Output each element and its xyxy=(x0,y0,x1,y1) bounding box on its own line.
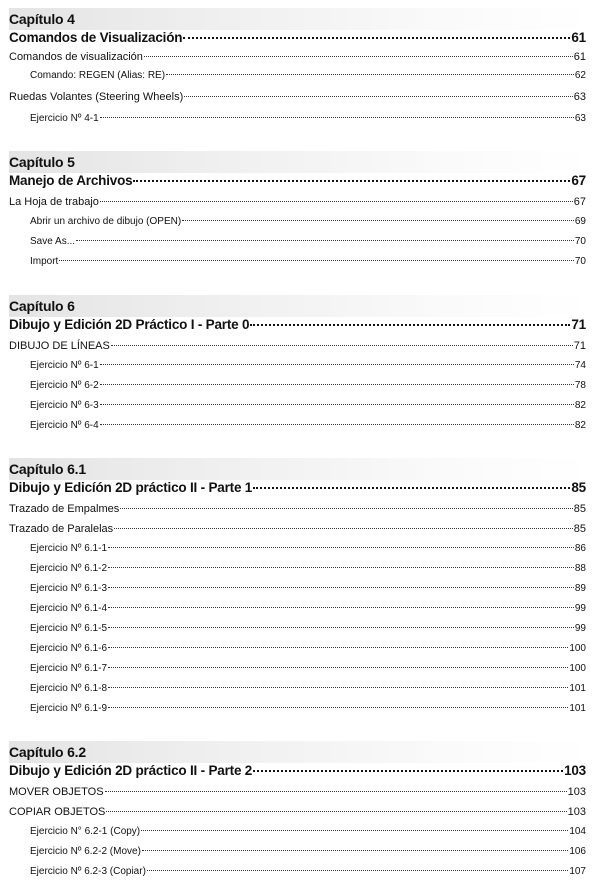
toc-entry-page-number: 70 xyxy=(574,236,586,247)
chapter-heading xyxy=(9,741,589,763)
dot-leader xyxy=(108,567,574,568)
toc-entry[interactable] xyxy=(9,783,586,801)
dot-leader xyxy=(100,364,574,365)
chapter-heading-label: Capítulo 5 xyxy=(9,154,75,170)
toc-entry-title: Ejercicio Nº 6.2-3 (Copiar) xyxy=(30,866,146,877)
toc-entry-title: Ejercicio Nº 6-4 xyxy=(30,420,99,431)
toc-entry-title: Ejercicio Nº 6.1-3 xyxy=(30,583,108,594)
toc-entry-title: Ejercicio Nº 6.1-5 xyxy=(30,623,108,634)
toc-entry[interactable] xyxy=(30,620,586,638)
toc-entry-page-number: 67 xyxy=(573,196,586,208)
toc-entry[interactable] xyxy=(30,253,586,271)
toc-entry-page-number: 70 xyxy=(574,256,586,267)
dot-leader xyxy=(106,811,566,812)
dot-leader xyxy=(253,770,563,772)
toc-entry-title: Ejercicio Nº 6-1 xyxy=(30,360,99,371)
toc-entry-page-number: 88 xyxy=(574,563,586,574)
dot-leader xyxy=(142,850,568,851)
toc-entry[interactable] xyxy=(30,233,586,251)
toc-entry-page-number: 85 xyxy=(571,480,586,495)
toc-entry-title: Comandos de visualización xyxy=(9,51,143,63)
toc-entry-page-number: 82 xyxy=(574,400,586,411)
toc-entry-title: Ejercicio Nº 6-2 xyxy=(30,380,99,391)
toc-entry-title: Ejercicio Nº 6.1-6 xyxy=(30,643,108,654)
dot-leader xyxy=(250,324,570,326)
toc-entry-title: Ejercicio Nº 6.1-9 xyxy=(30,703,108,714)
dot-leader xyxy=(108,627,574,628)
dot-leader xyxy=(253,487,570,489)
dot-leader xyxy=(183,37,570,39)
chapter-heading-label: Capítulo 6 xyxy=(9,298,75,314)
toc-entry-page-number: 103 xyxy=(567,806,586,818)
toc-entry[interactable] xyxy=(9,520,586,538)
toc-entry[interactable] xyxy=(9,88,586,106)
toc-entry[interactable] xyxy=(30,110,586,128)
toc-entry[interactable] xyxy=(30,600,586,618)
dot-leader xyxy=(182,220,574,221)
toc-entry-page-number: 82 xyxy=(574,420,586,431)
toc-entry-title: Ejercicio Nº 6.1-4 xyxy=(30,603,108,614)
toc-entry[interactable] xyxy=(9,48,586,66)
toc-entry-page-number: 99 xyxy=(574,623,586,634)
toc-entry[interactable] xyxy=(30,377,586,395)
toc-entry-title: Trazado de Paralelas xyxy=(9,523,114,535)
toc-entry[interactable] xyxy=(9,478,586,498)
toc-entry-title: COPIAR OBJETOS xyxy=(9,806,106,818)
dot-leader xyxy=(105,791,567,792)
dot-leader xyxy=(100,384,574,385)
toc-entry[interactable] xyxy=(9,28,586,48)
toc-entry[interactable] xyxy=(30,660,586,678)
toc-entry-page-number: 74 xyxy=(574,360,586,371)
toc-entry[interactable] xyxy=(30,680,586,698)
toc-entry-page-number: 69 xyxy=(574,216,586,227)
dot-leader xyxy=(108,687,568,688)
chapter-heading xyxy=(9,8,589,30)
toc-entry-page-number: 103 xyxy=(567,786,586,798)
toc-entry-title: Ejercicio Nº 6.1-2 xyxy=(30,563,108,574)
toc-entry-page-number: 61 xyxy=(573,51,586,63)
toc-entry-title: Import xyxy=(30,256,59,267)
chapter-heading-label: Capítulo 6.1 xyxy=(9,461,86,477)
toc-entry-page-number: 71 xyxy=(571,317,586,332)
toc-entry[interactable] xyxy=(30,580,586,598)
toc-entry-title: DIBUJO DE LÍNEAS xyxy=(9,340,110,352)
dot-leader xyxy=(184,96,572,97)
toc-entry-title: Ruedas Volantes (Steering Wheels) xyxy=(9,91,184,103)
toc-entry[interactable] xyxy=(30,357,586,375)
toc-entry[interactable] xyxy=(9,500,586,518)
chapter-heading-label: Capítulo 4 xyxy=(9,11,75,27)
toc-entry-page-number: 89 xyxy=(574,583,586,594)
toc-entry-title: Ejercicio Nº 6-3 xyxy=(30,400,99,411)
toc-entry-page-number: 61 xyxy=(571,30,586,45)
toc-entry-page-number: 100 xyxy=(569,663,586,674)
dot-leader xyxy=(100,201,573,202)
toc-entry-title: Ejercicio Nº 4-1 xyxy=(30,113,99,124)
toc-entry[interactable] xyxy=(30,843,586,861)
toc-entry[interactable] xyxy=(30,540,586,558)
toc-entry[interactable] xyxy=(30,397,586,415)
toc-entry-page-number: 85 xyxy=(573,503,586,515)
toc-entry[interactable] xyxy=(9,193,586,211)
toc-entry-page-number: 104 xyxy=(569,826,586,837)
toc-entry-page-number: 107 xyxy=(569,866,586,877)
dot-leader xyxy=(141,830,568,831)
toc-entry-page-number: 86 xyxy=(574,543,586,554)
toc-entry-title: Trazado de Empalmes xyxy=(9,503,120,515)
toc-entry-title: Ejercicio Nº 6.1-1 xyxy=(30,543,108,554)
toc-entry[interactable] xyxy=(30,640,586,658)
toc-entry-title: Comandos de Visualización xyxy=(9,30,183,45)
dot-leader xyxy=(120,508,572,509)
dot-leader xyxy=(114,528,573,529)
toc-entry-page-number: 67 xyxy=(571,173,586,188)
chapter-heading xyxy=(9,458,589,480)
toc-entry-title: Abrir un archivo de dibujo (OPEN) xyxy=(30,216,182,227)
dot-leader xyxy=(108,667,568,668)
toc-entry-title: Save As... xyxy=(30,236,76,247)
toc-entry-page-number: 63 xyxy=(573,91,586,103)
toc-entry[interactable] xyxy=(30,213,586,231)
dot-leader xyxy=(108,587,574,588)
toc-entry-title: Ejercicio Nº 6.1-8 xyxy=(30,683,108,694)
toc-entry[interactable] xyxy=(9,337,586,355)
toc-entry[interactable] xyxy=(30,417,586,435)
toc-entry-page-number: 106 xyxy=(569,846,586,857)
dot-leader xyxy=(100,424,574,425)
toc-entry-page-number: 78 xyxy=(574,380,586,391)
toc-entry-title: MOVER OBJETOS xyxy=(9,786,104,798)
toc-entry-page-number: 100 xyxy=(569,643,586,654)
toc-entry[interactable] xyxy=(30,560,586,578)
dot-leader xyxy=(100,117,574,118)
toc-entry-title: Manejo de Archivos xyxy=(9,173,133,188)
dot-leader xyxy=(108,647,568,648)
dot-leader xyxy=(108,707,568,708)
toc-entry-title: Dibujo y Edicíón 2D práctico II - Parte 1 xyxy=(9,480,253,495)
chapter-heading xyxy=(9,295,589,317)
toc-entry-page-number: 99 xyxy=(574,603,586,614)
toc-entry[interactable] xyxy=(30,863,586,881)
toc-entry-title: La Hoja de trabajo xyxy=(9,196,99,208)
dot-leader xyxy=(111,345,573,346)
toc-entry[interactable] xyxy=(9,171,586,191)
dot-leader xyxy=(166,74,574,75)
dot-leader xyxy=(133,180,570,182)
toc-entry-page-number: 101 xyxy=(569,683,586,694)
toc-entry[interactable] xyxy=(30,700,586,718)
toc-entry[interactable] xyxy=(9,315,586,335)
dot-leader xyxy=(144,56,573,57)
toc-entry-page-number: 71 xyxy=(573,340,586,352)
dot-leader xyxy=(59,260,574,261)
chapter-heading xyxy=(9,151,589,173)
toc-entry[interactable] xyxy=(30,67,586,85)
toc-entry-title: Dibujo y Edición 2D práctico II - Parte 2 xyxy=(9,763,253,778)
toc-entry-title: Ejercicio Nº 6.2-2 (Move) xyxy=(30,846,141,857)
dot-leader xyxy=(76,240,574,241)
dot-leader xyxy=(108,547,574,548)
dot-leader xyxy=(108,607,574,608)
toc-entry-page-number: 63 xyxy=(574,113,586,124)
toc-entry[interactable] xyxy=(9,761,586,781)
toc-entry-page-number: 62 xyxy=(574,70,586,81)
toc-entry-title: Dibujo y Edición 2D Práctico I - Parte 0 xyxy=(9,317,250,332)
toc-entry-page-number: 103 xyxy=(564,763,586,778)
toc-entry-title: Ejercicio N° 6.2-1 (Copy) xyxy=(30,826,141,837)
chapter-heading-label: Capítulo 6.2 xyxy=(9,744,86,760)
toc-entry-title: Comando: REGEN (Alias: RE) xyxy=(30,70,166,81)
toc-entry[interactable] xyxy=(30,823,586,841)
toc-entry-page-number: 101 xyxy=(569,703,586,714)
toc-entry-page-number: 85 xyxy=(573,523,586,535)
dot-leader xyxy=(100,404,574,405)
dot-leader xyxy=(147,870,568,871)
toc-entry-title: Ejercicio Nº 6.1-7 xyxy=(30,663,108,674)
toc-entry[interactable] xyxy=(9,803,586,821)
